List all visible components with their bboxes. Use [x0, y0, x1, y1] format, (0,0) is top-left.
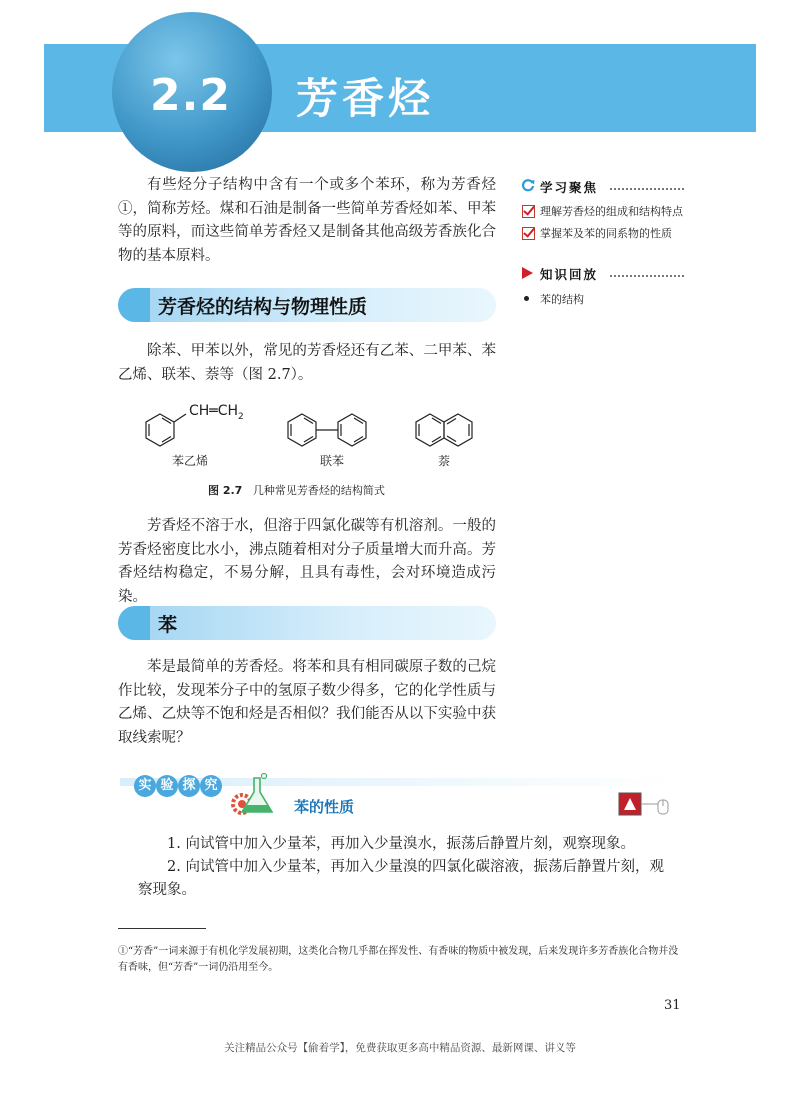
sidebar-focus-item: 掌握苯及苯的同系物的性质 [540, 227, 672, 240]
section-heading-cap [118, 288, 150, 322]
footnote: ①“芳香”一词来源于有机化学发展初期，这类化合物几乎都在挥发性、有香味的物质中被发现，后来发现许多芳香族化合物并没有香味，但“芳香”一词仍沿用至今。 [118, 946, 679, 973]
section1-text: 除苯、甲苯以外，常见的芳香烃还有乙苯、二甲苯、苯乙烯、联苯、萘等（图 2.7）。 [118, 343, 496, 383]
section1-paragraph-2 [118, 515, 496, 609]
experiment-badge-char: 探 [178, 775, 200, 797]
page-number: 31 [664, 998, 681, 1013]
figure-label-naphthalene: 萘 [438, 454, 451, 468]
bottom-promo-note: 关注精品公众号【偷着学】，免费获取更多高中精品资源、最新网课、讲义等 [224, 1042, 576, 1054]
bullet-icon [524, 296, 529, 301]
sidebar-dots-divider [610, 275, 684, 277]
styrene-structure [146, 414, 186, 446]
footnote-divider [118, 928, 206, 929]
section-heading-bar [118, 288, 496, 322]
figure-label-biphenyl: 联苯 [320, 454, 345, 468]
sidebar-review-title: 知识回放 [540, 267, 599, 282]
media-resource-icon [618, 792, 674, 818]
section2-paragraph [118, 656, 496, 750]
sidebar-focus-title: 学习聚焦 [540, 180, 599, 195]
section1-text-2: 芳香烃不溶于水，但溶于四氯化碳等有机溶剂。一般的芳香烃密度比水小，沸点随着相对分子质量增大而升高。芳香烃结构稳定，不易分解，且具有毒性，会对环境造成污染。 [118, 518, 496, 605]
checkbox-icon [522, 205, 535, 218]
biphenyl-structure [288, 414, 366, 446]
styrene-formula [189, 403, 244, 422]
experiment-step: 1. 向试管中加入少量苯，再加入少量溴水，振荡后静置片刻，观察现象。 [167, 836, 635, 852]
figure-caption-text: 几种常见芳香烃的结构简式 [252, 484, 385, 497]
refresh-icon [521, 178, 535, 192]
sidebar-focus-item: 理解芳香烃的组成和结构特点 [540, 205, 683, 218]
sidebar-review-item: 苯的结构 [540, 293, 584, 306]
section-heading: 苯 [158, 614, 178, 636]
figure-caption-number: 图 2.7 [208, 484, 243, 497]
lab-flask-gear-icon [228, 772, 286, 818]
figure-caption [208, 482, 385, 498]
intro-text: 有些烃分子结构中含有一个或多个苯环，称为芳香烃①，简称芳烃。煤和石油是制备一些简单芳香烃如苯、甲苯等的原料，而这些简单芳香烃又是制备其他高级芳香族化合物的基本原料。 [118, 177, 496, 264]
play-triangle-icon [522, 267, 533, 279]
experiment-badge-char: 实 [134, 775, 156, 797]
experiment-badge-char: 究 [200, 775, 222, 797]
experiment-badge-char: 验 [156, 775, 178, 797]
experiment-step: 2. 向试管中加入少量苯，再加入少量溴的四氯化碳溶液，振荡后静置片刻，观察现象。 [138, 859, 664, 898]
experiment-title: 苯的性质 [294, 798, 355, 816]
naphthalene-structure [416, 414, 472, 446]
section1-paragraph [118, 340, 496, 387]
styrene-formula-main: CH═CH [189, 403, 239, 419]
section2-text: 苯是最简单的芳香烃。将苯和具有相同碳原子数的己烷作比较，发现苯分子中的氢原子数少得多，它的化学性质与乙烯、乙炔等不饱和烃是否相似？我们能否从以下实验中获取线索呢？ [118, 659, 496, 746]
checkbox-icon [522, 227, 535, 240]
section-heading-cap [118, 606, 150, 640]
section-heading-bar [118, 606, 496, 640]
styrene-formula-subscript: 2 [238, 411, 244, 422]
figure-label-styrene: 苯乙烯 [172, 454, 209, 468]
sidebar-dots-divider [610, 188, 684, 190]
intro-paragraph [118, 174, 496, 268]
page-title: 芳香烃 [296, 74, 435, 123]
section-heading: 芳香烃的结构与物理性质 [158, 296, 368, 318]
section-number: 2.2 [150, 70, 231, 121]
